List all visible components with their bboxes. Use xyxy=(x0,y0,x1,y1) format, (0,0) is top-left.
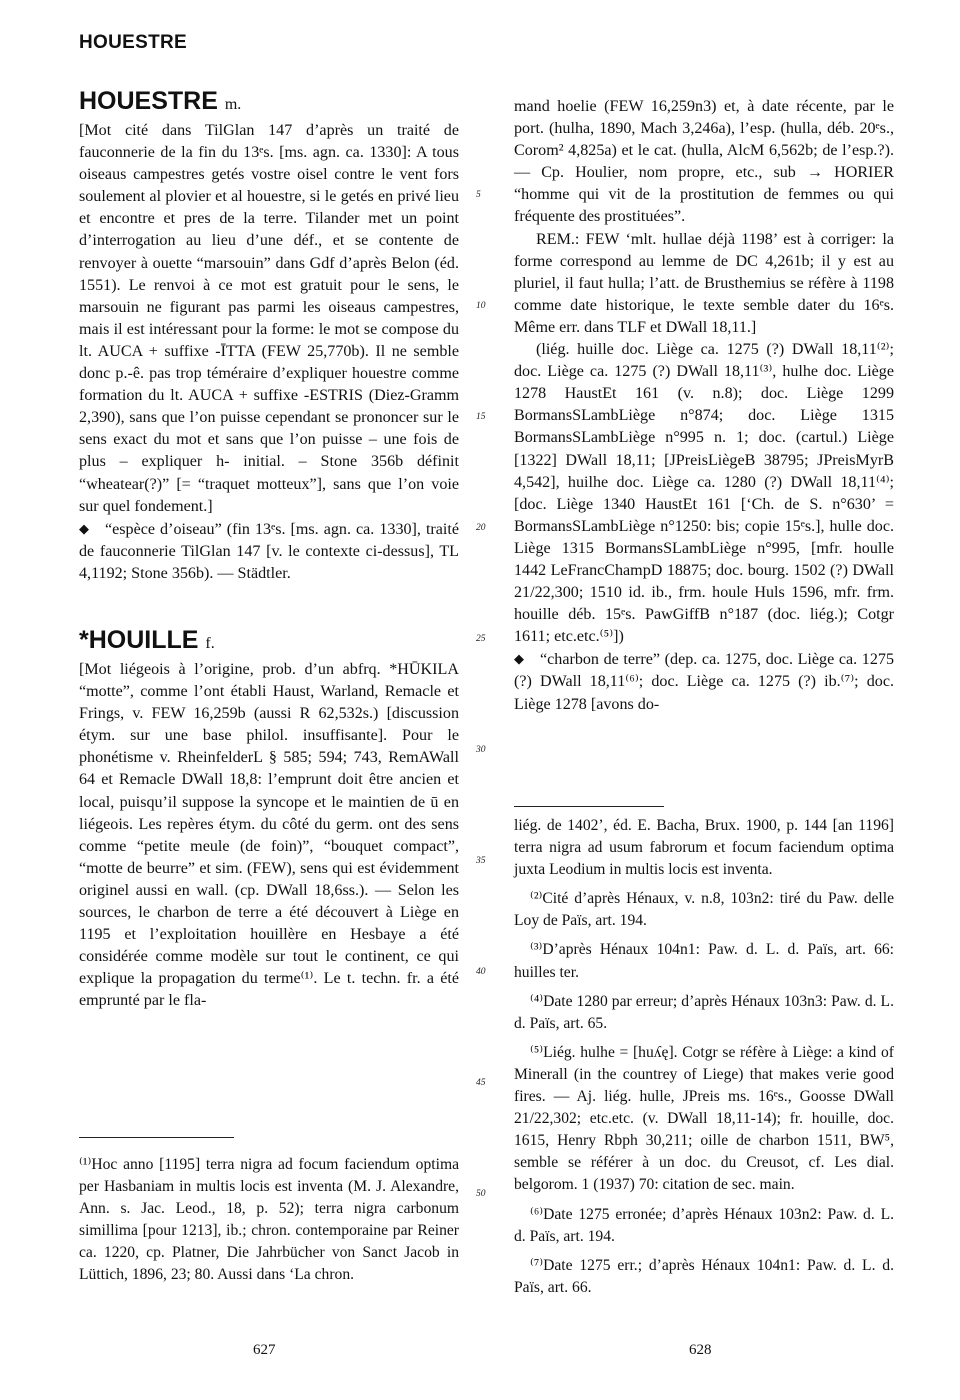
forms-paragraph: (liég. huille doc. Liège ca. 1275 (?) DWall 18,11⁽²⁾; doc. Liège ca. 1275 (?) DWall 18,11⁽³⁾, hulhe doc. Liège 1278 HaustEt 161 (v. n.8); doc. Liège 1299 BormansSLambLiège n°874; doc. Liège 1315 BormansSLambLiège n°995 n. 1; doc. (cartul.) Liège [1322] DWall 18,11; [JPreisLiègeB 38795; JPreisMyrB 4,542], huilhe doc. Liège ca. 1280 (?) DWall 18,11⁽⁴⁾; [doc. Liège 1340 HaustEt 161 [‘Ch. de S. n°630’ = BormansSLambLiège n°1250: bis; copie 15ᵉs.], hulle doc. Liège 1315 BormansSLambLiège n°995, [mfr. houlle 1442 LeFrancChampD 18875; doc. bourg. 1502 (?) DWall 21/22,300; 1510 id. ib., frm. houle Huls 1596, mfr. frm. houille déb. 15ᵉs. PawGiffB n°187 (doc. liég.); Cotgr 1611; etc.etc.⁽⁵⁾]) xyxy=(514,341,894,646)
footnote-rule xyxy=(514,806,664,807)
entry-headword-houestre xyxy=(79,86,459,120)
line-number: 50 xyxy=(476,1189,486,1199)
gender-label: f. xyxy=(205,634,215,652)
page-number-left: 627 xyxy=(253,1342,276,1358)
line-number: 30 xyxy=(476,745,486,755)
sense-paragraph xyxy=(79,518,459,585)
line-number: 15 xyxy=(476,412,486,422)
line-number: 25 xyxy=(476,634,486,644)
line-number: 45 xyxy=(476,1078,486,1088)
entry-headword-houille xyxy=(79,625,459,659)
running-head: HOUESTRE xyxy=(79,32,187,53)
footnote-rule xyxy=(79,1137,234,1138)
footnote: ⁽⁵⁾Liég. hulhe = [huʎę]. Cotgr se réfère à Liège: a kind of Minerall (in the countrey of Liege) that makes verie good fires. — Aj. liég. hulle, JPreis ms. 16ᵉs., Goosse DWall 21/22,302; etc.etc. (v. DWall 18,11-14); fr. houille, doc. 1615, Henry Rbph 30,211; oille de charbon 1511, BW⁵, semble se référer à un doc. du Creusot, cf. Les dial. belgorom. 1 (1937) 70: citation de sec. main. xyxy=(514,1043,894,1194)
footnote: ⁽¹⁾Hoc anno [1195] terra nigra ad focum faciendum optima per Hasbaniam in multis locis est inventa (M. J. Alexandre, Ann. s. Jac. Leod., 18, p. 52); terra nigra carbonum simillima [pour 1213], ib.; chron. contemporaine par Reiner ca. 1220, cp. Platner, Die Jahrbücher von Sanct Jacob in Lüttich, 1896, 23; 80. Aussi dans ‘La chron. xyxy=(79,1156,459,1284)
footnote: ⁽⁶⁾Date 1275 erronée; d’après Hénaux 103n2: Paw. d. L. d. Païs, art. 194. xyxy=(514,1205,894,1245)
etymology-continuation: mand hoelie (FEW 16,259n3) et, à date récente, par le port. (hulha, 1890, Mach 3,246a), l’esp. (hulla, déb. 20ᵉs., Corom² 4,825a) et le cat. (hulla, AlcM 6,562b; de l’esp.?). — Cp. Houlier, nom propre, etc., sub → HORIER “homme qui vit de la prostitution de femmes ou qui fréquente des prostituées”. xyxy=(514,98,894,226)
sense-text: “espèce d’oiseau” (fin 13ᵉs. [ms. agn. ca. 1330], traité de fauconnerie TilGlan 147 [v. le contexte ci-dessus], TL 4,1192; Stone 356b). — Städtler. xyxy=(79,520,459,582)
footnote: ⁽²⁾Cité d’après Hénaux, v. n.8, 103n2: tiré du Paw. delle Loy de Païs, art. 194. xyxy=(514,890,894,930)
line-number: 20 xyxy=(476,523,486,533)
sense-paragraph xyxy=(514,648,894,715)
left-column xyxy=(79,86,459,1012)
footnote: ⁽³⁾D’après Hénaux 104n1: Paw. d. L. d. Païs, art. 66: huilles ter. xyxy=(514,941,894,981)
diamond-icon: ◆ xyxy=(514,651,524,667)
headword: HOUESTRE xyxy=(79,87,218,115)
left-footnotes xyxy=(79,1137,459,1287)
remark-paragraph: REM.: FEW ‘mlt. hullae déjà 1198’ est à corriger: la forme correspond au lemme de DC 4,261b; il y est au pluriel, il faut hulla; l’att. de Brusthemius se réfère à 1198 comme date historique, le texte semble dater du 16ᵉs. Même err. dans TLF et DWall 18,11.] xyxy=(514,230,894,336)
page-number-right: 628 xyxy=(689,1342,712,1358)
headword: *HOUILLE xyxy=(79,625,199,654)
gender-label: m. xyxy=(224,96,242,113)
footnote: ⁽⁴⁾Date 1280 par erreur; d’après Hénaux 103n3: Paw. d. L. d. Païs, art. 65. xyxy=(514,992,894,1032)
diamond-icon: ◆ xyxy=(79,520,89,536)
sense-text: “charbon de terre” (dep. ca. 1275, doc. Liège ca. 1275 (?) DWall 18,11⁽⁶⁾; doc. Liège ca. 1275 (?) ib.⁽⁷⁾; doc. Liège 1278 [avons do- xyxy=(514,651,894,713)
right-footnotes xyxy=(514,806,894,1306)
line-number: 35 xyxy=(476,856,486,866)
line-number: 5 xyxy=(476,190,481,200)
footnote: ⁽⁷⁾Date 1275 err.; d’après Hénaux 104n1: Paw. d. L. d. Païs, art. 66. xyxy=(514,1256,894,1296)
right-column xyxy=(514,96,894,716)
footnote: liég. de 1402’, éd. E. Bacha, Brux. 1900, p. 144 [an 1196] terra nigra ad usum fabrorum et focum faciendum optima juxta Leodium in multis locis est inventa. xyxy=(514,817,894,879)
line-number: 10 xyxy=(476,301,486,311)
line-number: 40 xyxy=(476,967,486,977)
etymology-paragraph: [Mot liégeois à l’origine, prob. d’un abfrq. *HŪKILA “motte”, comme l’ont établi Haust, Warland, Remacle et Frings, v. FEW 16,259b (aussi R 62,532s.) [discussion étym. sur une base philol. insuffisante]. Pour le phonétisme v. RheinfelderL § 585; 594; 743, RemAWall 64 et Remacle DWall 18,8: l’emprunt doit être ancien et local, puisqu’il suppose la syncope et le maintien de ū en liégeois. Les repères étym. du côté du germ. ont des sens comme “petite meule (de foin)”, “bouquet compact”, “motte de beurre” et sim. (FEW), sens qui est évidemment originel aussi en wall. (cp. DWall 18,6ss.). — Selon les sources, le charbon de terre a été découvert à Liège en 1195 et l’exploitation houillère en Hesbaye a été considérée comme modèle sur tout le continent, ce qui explique la propagation du terme⁽¹⁾. Le t. techn. fr. a été emprunté par le fla- xyxy=(79,660,459,1010)
etymology-paragraph: [Mot cité dans TilGlan 147 d’après un traité de fauconnerie de la fin du 13ᵉs. [ms. agn. ca. 1330]: A tous oiseaus campestres getés vostre oisel contre le vent fors soulement al plovier et al houestre, si le getés en privé lieu et encontre et pres de la terre. Tilander met un point d’interrogation au lieu d’une déf., et se contente de renvoyer à ouette “marsouin” dans Gdf d’après Belon (éd. 1551). Le renvoi à ce mot est gratuit pour le sens, le marsouin ne figurant pas parmi les oiseaus campestres, mais il est intéressant pour la forme: le mot se compose du lt. AUCA + suffixe -ĪTTA (FEW 25,770b). Il ne semble donc p.-ê. pas trop téméraire d’expliquer houestre comme formation du lt. AUCA + suffixe -ESTRIS (Diez-Gramm 2,390), sans que l’on puisse cependant se prononcer sur le sens exact du mot et sans que l’on puisse – une fois de plus – expliquer h- initial. – Stone 356b définit “wheatear(?)” [= “traquet motteux”], sans que l’on voie sur quel fondement.] xyxy=(79,122,459,515)
